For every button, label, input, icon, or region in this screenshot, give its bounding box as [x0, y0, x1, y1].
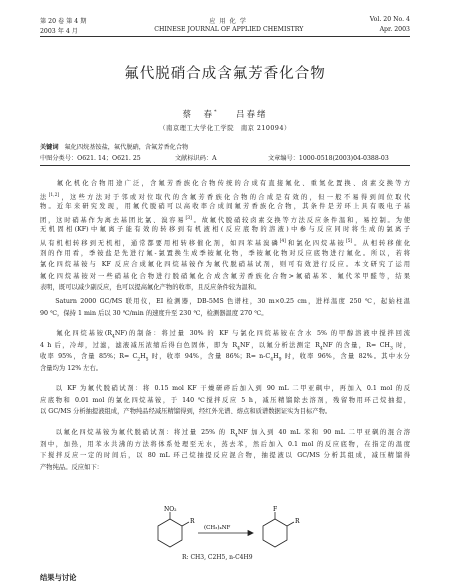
text-line: 剂中，加热，用苯水共沸的方法将体系处理至无水，蒸去苯，然后加入 0.1 mol 的反应底物，在指定的温度: [40, 440, 410, 448]
keywords-label: 关键词: [40, 144, 59, 151]
text-line: 收率 95%，含量 85%；$R= C_2H_5$ 时，收率 94%，含量 86%；$R= n-C_4H_9$ 时，收率 96%，含量 82%。其中水分: [40, 353, 410, 363]
header-rule: [40, 36, 410, 37]
paragraph-r4nf-prep: [40, 328, 410, 374]
text-line: 以 GC/MS 分析抽提液组成，产物纯品经减压精馏得到，经红外光谱、熔点和质谱数据证实为目标产物。: [40, 408, 332, 416]
article-title: 氟代脱硝合成含氟芳香化合物: [124, 66, 326, 82]
journal-en: CHINESE JOURNAL OF APPLIED CHEMISTRY: [154, 26, 304, 33]
text-line: 氯化四烷基铵与 KF 反应合成氟化四烷基铵作为氟代脱硝基试剂，则可有效进行反应。本文研究了运用: [40, 261, 410, 269]
text-line: 以氟化四烷基铵为氟代脱硝试剂：将过量 25% 的 $R_4NF$ 加入到 40 mL 苯和 90 mL 二甲亚砜的混合溶: [40, 429, 410, 439]
paragraph-kf-method: [40, 383, 410, 418]
fluoro-group-label: F: [273, 506, 278, 513]
scheme-caption: R: CH3, C2H5, n-C4H9: [182, 554, 253, 561]
text-line: 4 h 后，冷却，过滤，滤液减压浓缩后得白色固体，即为 $R_4NF$，以氟分析法测定 $R_4NF$ 的含量，$R= CH_3$ 时，: [40, 341, 410, 351]
volume-cn: 第 20 卷 第 4 期: [40, 18, 87, 25]
keywords-text: 氟化四烷基铵盐，氟代脱硝，含氟芳香化合物: [64, 144, 189, 151]
text-line: 氟化四烷基铵对一些硝基化合物进行脱硝氟化合成含氟芳香族化合物>氟硝基苯、氟代苯甲醛等，结果: [40, 272, 410, 280]
keywords: [40, 142, 188, 151]
article-number: 文章编号：1000-0518(2003)04-0388-03: [268, 155, 389, 162]
document-code: 文献标识码：A: [175, 155, 217, 162]
benzene-ring-product: [263, 519, 287, 547]
text-line: Saturn 2000 GC/MS 联用仪，EI 检测器，DB-5MS 色谱柱，30 m×0.25 cm，进样温度 250 ℃，起始柱温: [40, 298, 410, 305]
author-1: 蔡 春: [182, 110, 215, 120]
text-line: 下搅拌反应一定的时间后，以 80 mL 环己烷抽提反应混合物，抽提液以 GC/MS 分析其组成，减压精馏得: [40, 452, 410, 460]
abstract-rule: [40, 165, 410, 166]
text-line: 氟化四烷基铵$(R_4NF)$的制备：将过量 30% 的 KF 与氯化四烷基铵在含水 5% 的甲醇溶液中搅拌回流: [40, 330, 410, 340]
text-line: 90 ℃，保持 1 min 后以 30 ℃/min 的速度升至 230 ℃，检测器温度 270 ℃。: [40, 309, 268, 317]
paragraph-r4nf-method: [40, 427, 410, 473]
text-line: 表明，既可以减少副反应，也可以提高氟化产物的收率，且反应条件较为温和。: [40, 284, 261, 292]
running-header-top: [40, 16, 410, 25]
text-line: 以 KF 为氟代脱硝试剂：将 0.15 mol KF 干燥研碎后加入到 90 mL 二甲亚砜中，再加入 0.1 mol 的反: [40, 385, 410, 392]
clc-number: 中图分类号：O621. 14；O621. 25: [40, 155, 141, 162]
journal-cn: 应 用 化 学: [209, 18, 247, 25]
authors: [0, 108, 450, 120]
substituent-label-right: R: [295, 518, 300, 525]
paragraph-instrument: [40, 296, 410, 319]
text-line: 法[1,2]，这些方法对于邻或对位取代的含氟芳香族化合物的合成是有效的，但一般不易得到间位取代: [40, 192, 410, 201]
text-line: 含量均为 12% 左右。: [40, 364, 103, 372]
running-header-bottom: [40, 26, 410, 35]
substituent-label-left: R: [190, 518, 195, 525]
author-2: 吕春绪: [235, 110, 268, 120]
date-en: Apr. 2003: [379, 26, 410, 33]
section-heading: 结果与讨论: [40, 573, 77, 582]
text-line: 无机固相(KF)中氟离子能有效的转移到有机液相(反应底物的溶液)中参与反应同时将生成的氯离子: [40, 226, 410, 234]
date-cn: 2003 年 4 月: [40, 28, 78, 35]
nitro-group-label: NO₂: [164, 506, 177, 513]
corresponding-mark: *: [214, 109, 217, 116]
text-line: 产物纯品。反应如下：: [40, 463, 103, 471]
text-line: 剂的作用看，季铵盐是先进行氟-氯置换生成季铵氟化物，季铵氟化物对反应底物进行氟化。所以，若将: [40, 249, 410, 257]
text-line: 从有机相转移到无机相，通常都要用相转移催化剂，如四苯基溴磷[4]和氯化四烷基铵[5]。从相转移催化: [40, 238, 410, 248]
text-line: 应底物和 0.01 mol 的氯化四烷基铵，于 140 ℃搅拌反应 5 h，减压精馏除去溶剂，残留物用环己烷抽提，: [40, 396, 410, 404]
text-line: 氟化机化合物用途广泛，含氟芳香族化合物传统的合成有直接氟化、重氮化置换、卤素交换等方: [40, 180, 410, 187]
volume-en: Vol. 20 No. 4: [369, 16, 410, 23]
benzene-ring-reactant: [158, 519, 182, 547]
reagent-label: (CH₃)₄NF: [204, 525, 231, 531]
text-line: 物。近年来研究发现，用氟代脱硝可以高收率合成间氟芳香族化合物，其条件是芳环上具有吸电子基: [40, 203, 410, 211]
text-line: 团，这时硝基作为离去基团比氯、溴容易[3]。故氟代脱硝较卤素交换等方法反应条件温和，易控制。为使: [40, 215, 410, 224]
paragraph-intro: [40, 178, 410, 294]
affiliation: （南京理工大学化工学院 南京 210094）: [159, 125, 291, 132]
